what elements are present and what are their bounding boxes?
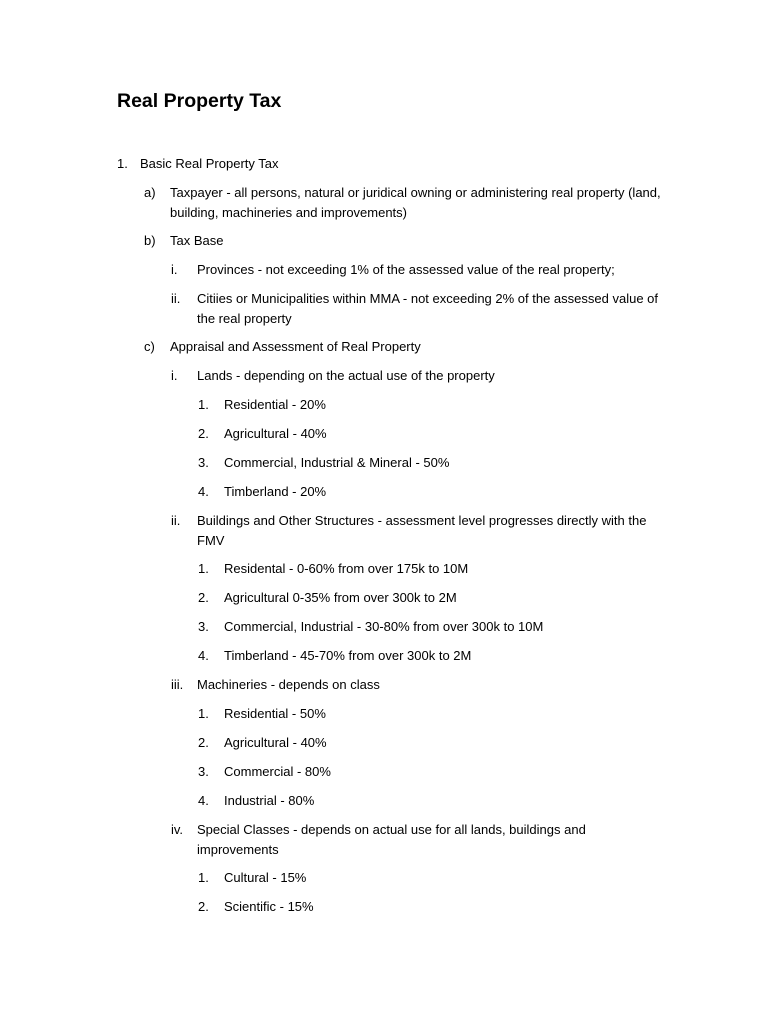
list-item-c-iv [171,820,661,859]
list-item-text: Commercial - 80% [224,764,331,779]
list-marker: 4. [198,484,209,499]
list-item-text: Timberland - 20% [224,484,327,499]
list-item-c-i-4 [198,482,658,502]
list-marker: 1. [198,561,209,576]
list-item-text: Agricultural - 40% [224,426,327,441]
list-item-text: Scientific - 15% [224,899,314,914]
list-item-b-i [171,260,661,280]
list-item-text: Appraisal and Assessment of Real Property [170,339,421,354]
list-marker: c) [144,339,155,354]
list-item-text: Taxpayer - all persons, natural or juridical owning or administering real property (land, building, machineries and improvements) [170,185,661,220]
list-marker: 3. [198,764,209,779]
list-item-text: Timberland - 45-70% from over 300k to 2M [224,648,472,663]
list-marker: 1. [198,706,209,721]
list-item-text: Lands - depending on the actual use of the property [197,368,495,383]
list-item-c-iv-2 [198,897,658,917]
list-item-a [144,183,664,222]
list-item-c-ii-3 [198,617,658,637]
list-marker: 2. [198,899,209,914]
list-item-text: Residental - 0-60% from over 175k to 10M [224,561,469,576]
list-item-text: Machineries - depends on class [197,677,380,692]
list-marker: 1. [198,870,209,885]
list-item-c-iii-4 [198,791,658,811]
list-item-text: Cultural - 15% [224,870,307,885]
list-marker: 3. [198,455,209,470]
list-marker: iv. [171,822,184,837]
list-marker: 3. [198,619,209,634]
list-item-text: Basic Real Property Tax [140,156,279,171]
list-item-1 [117,154,677,174]
list-item-text: Residential - 20% [224,397,326,412]
list-item-text: Special Classes - depends on actual use for all lands, buildings and improvements [197,822,586,857]
list-marker: 4. [198,648,209,663]
list-item-text: Tax Base [170,233,224,248]
list-item-c-i-2 [198,424,658,444]
list-item-c-ii [171,511,661,550]
list-item-text: Provinces - not exceeding 1% of the assessed value of the real property; [197,262,615,277]
list-marker: 2. [198,590,209,605]
list-marker: 4. [198,793,209,808]
list-item-text: Agricultural 0-35% from over 300k to 2M [224,590,457,605]
list-item-c [144,337,664,357]
list-marker: 2. [198,426,209,441]
list-item-c-ii-4 [198,646,658,666]
list-marker: a) [144,185,156,200]
list-item-c-iii-1 [198,704,658,724]
list-marker: ii. [171,291,181,306]
list-marker: 1. [117,156,128,171]
list-item-text: Buildings and Other Structures - assessment level progresses directly with the FMV [197,513,647,548]
list-marker: 2. [198,735,209,750]
list-item-text: Agricultural - 40% [224,735,327,750]
list-item-c-ii-1 [198,559,658,579]
list-marker: b) [144,233,156,248]
list-item-c-i [171,366,661,386]
list-item-c-i-1 [198,395,658,415]
list-item-b-ii [171,289,661,328]
list-item-text: Commercial, Industrial & Mineral - 50% [224,455,450,470]
list-marker: ii. [171,513,181,528]
list-item-c-iii [171,675,661,695]
list-item-c-ii-2 [198,588,658,608]
list-item-text: Residential - 50% [224,706,326,721]
list-marker: i. [171,262,178,277]
list-item-text: Commercial, Industrial - 30-80% from over 300k to 10M [224,619,544,634]
list-marker: i. [171,368,178,383]
list-item-c-iii-2 [198,733,658,753]
list-item-text: Industrial - 80% [224,793,315,808]
page-title: Real Property Tax [117,90,282,112]
list-item-text: Citiies or Municipalities within MMA - not exceeding 2% of the assessed value of the real property [197,291,658,326]
list-item-c-i-3 [198,453,658,473]
list-item-c-iv-1 [198,868,658,888]
list-item-b [144,231,664,251]
list-marker: iii. [171,677,184,692]
list-item-c-iii-3 [198,762,658,782]
list-marker: 1. [198,397,209,412]
